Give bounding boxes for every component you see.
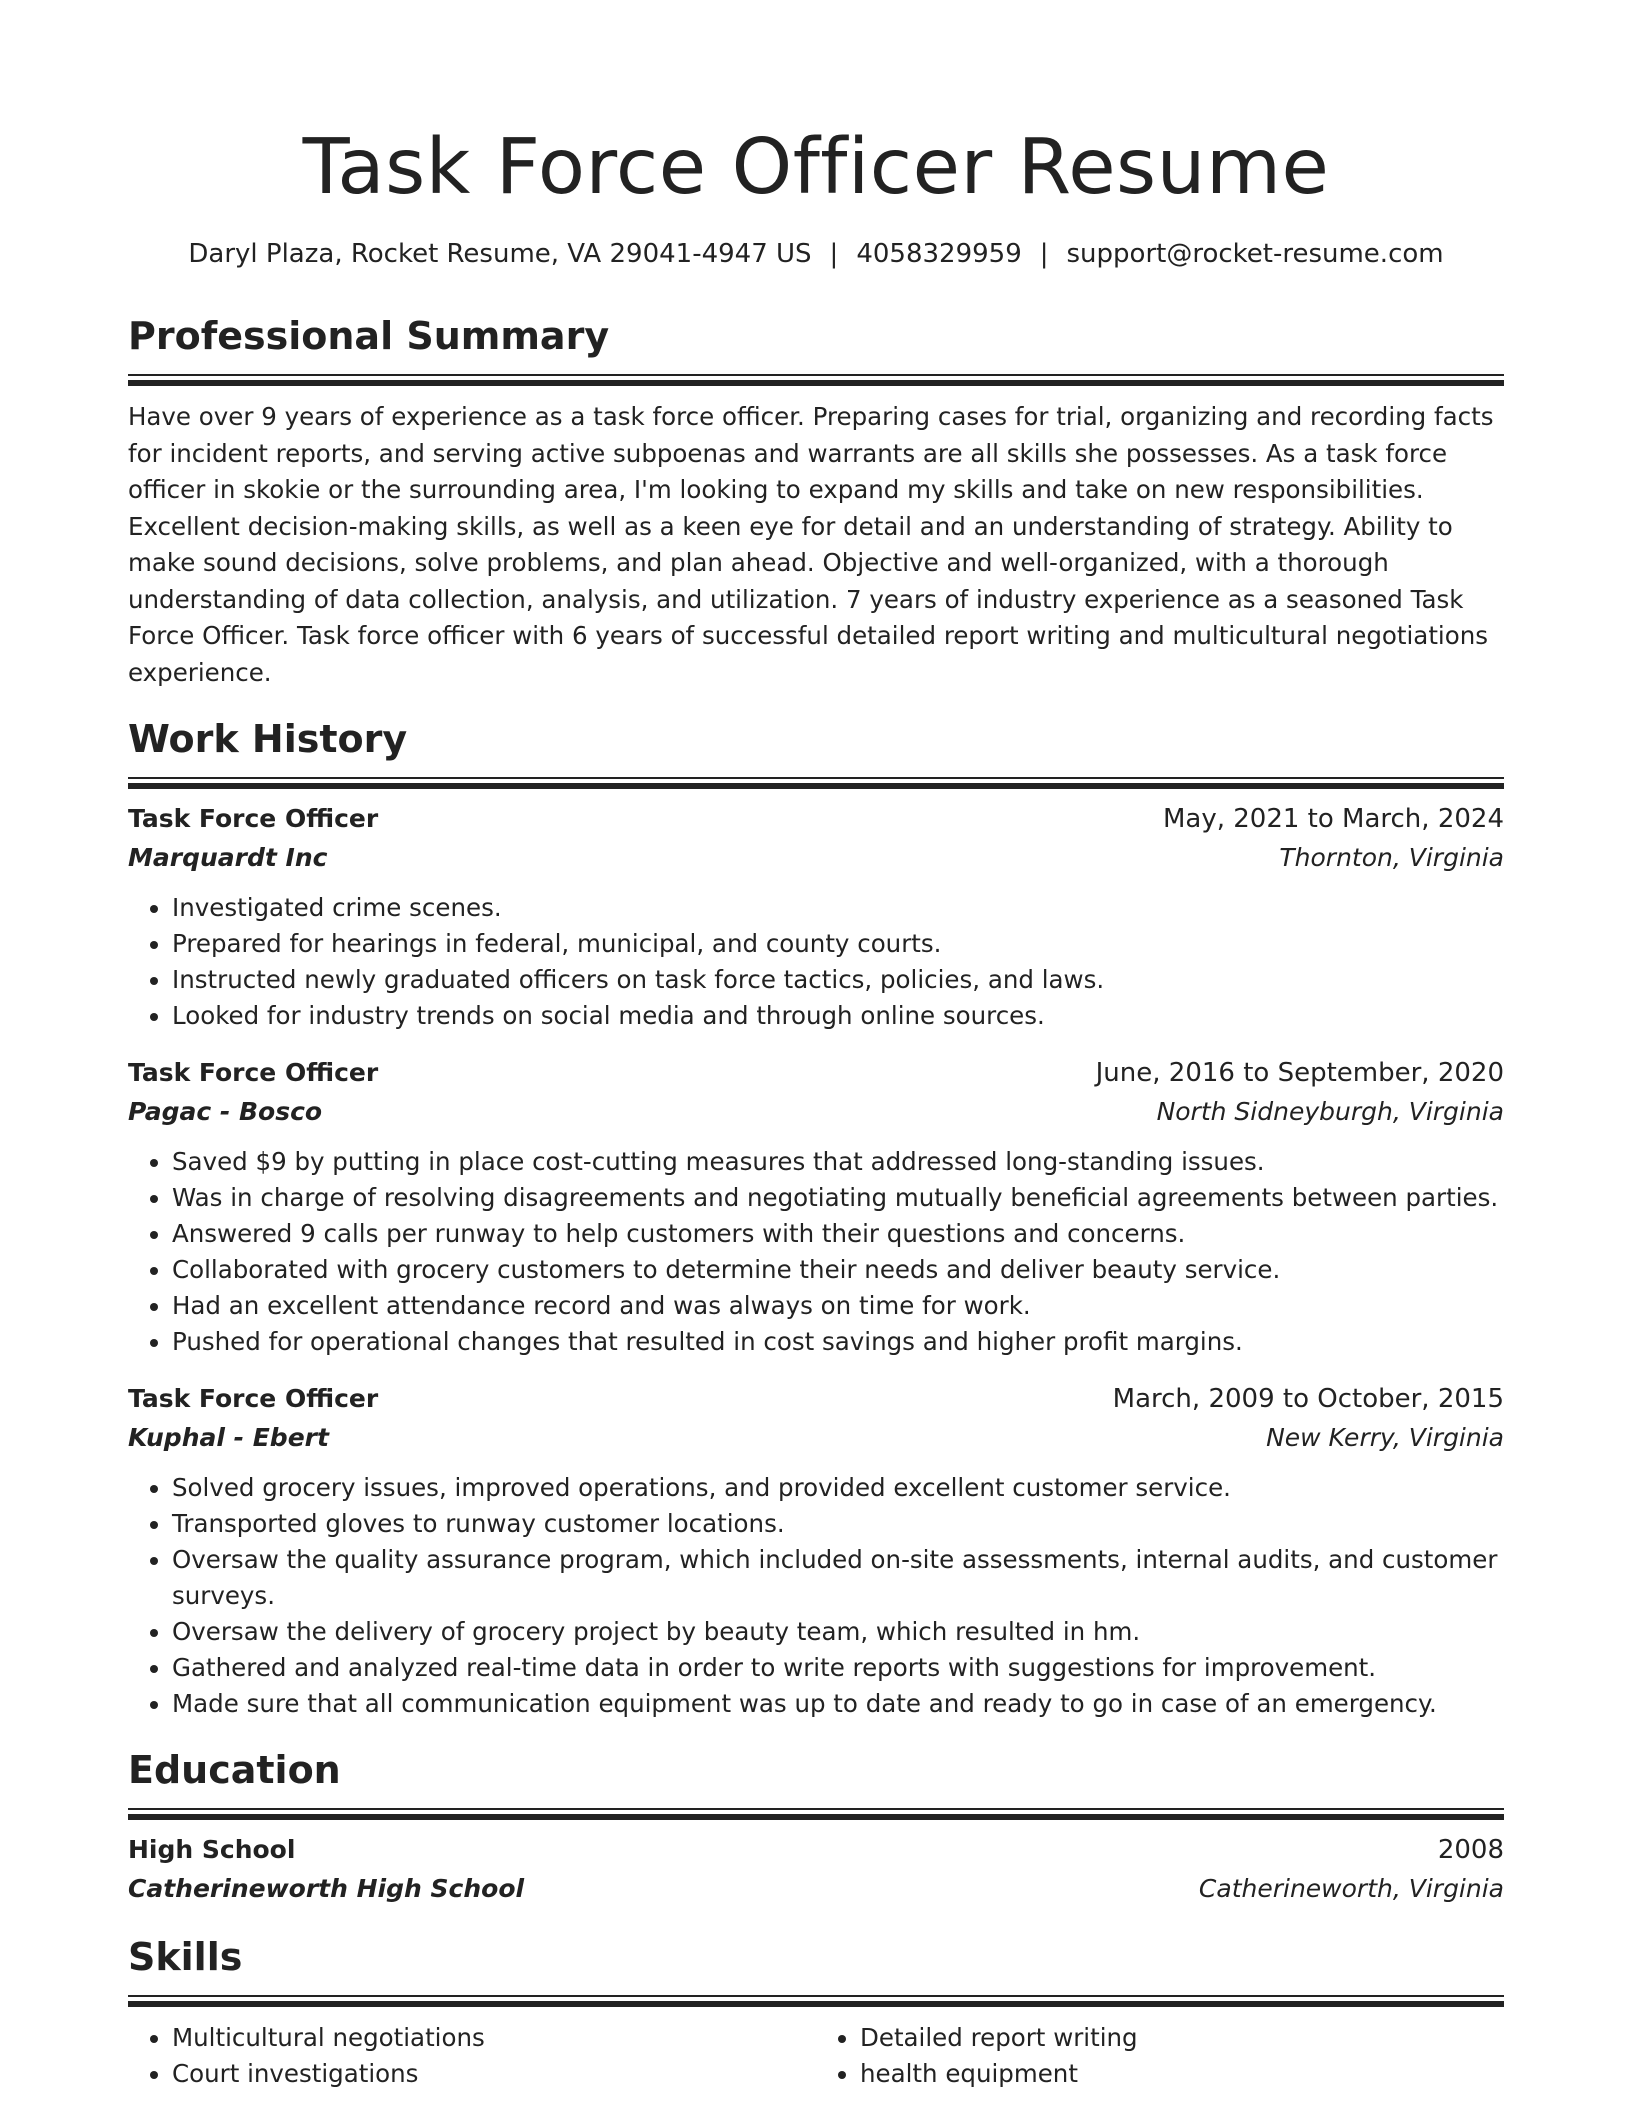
job-bullet: • Saved $9 by putting in place cost-cutting measures that addressed long-standing issues. <box>172 1144 1504 1180</box>
job-entry <box>128 1380 1504 1722</box>
resume-title: Task Force Officer Resume <box>302 123 1330 212</box>
skills-column-right <box>816 2020 1504 2092</box>
job-bullet: • Transported gloves to runway customer locations. <box>172 1506 1504 1542</box>
contact-address: Daryl Plaza, Rocket Resume, VA 29041-4947 US <box>188 239 812 269</box>
summary-text: Have over 9 years of experience as a task force officer. Preparing cases for trial, organizing and recording facts for incident reports, and serving active subpoenas and warrants are all skills she possesses. As a task force officer in skokie or the surrounding area, I'm looking to expand my skills and take on new responsibilities. Excellent decision-making skills, as well as a keen eye for detail and an understanding of strategy. Ability to make sound decisions, solve problems, and plan ahead. Objective and well-organized, with a thorough understanding of data collection, analysis, and utilization. 7 years of industry experience as a seasoned Task Force Officer. Task force officer with 6 years of successful detailed report writing and multicultural negotiations experience. <box>128 402 1494 687</box>
job-bullet: • Was in charge of resolving disagreements and negotiating mutually beneficial agreements between parties. <box>172 1180 1504 1216</box>
job-dates: June, 2016 to September, 2020 <box>1095 1058 1504 1088</box>
job-bullets <box>128 890 1504 1034</box>
job-bullet: • Prepared for hearings in federal, municipal, and county courts. <box>172 926 1504 962</box>
job-entry <box>128 1054 1504 1360</box>
contact-phone: 4058329959 <box>856 239 1022 269</box>
job-bullet: • Oversaw the delivery of grocery project by beauty team, which resulted in hm. <box>172 1614 1504 1650</box>
skills-section <box>128 1933 1504 2092</box>
job-title: Task Force Officer <box>128 1058 379 1087</box>
job-title: Task Force Officer <box>128 804 379 833</box>
job-location: North Sidneyburgh, Virginia <box>1156 1097 1504 1126</box>
education-school: Catherineworth High School <box>128 1874 525 1903</box>
job-bullet: • Solved grocery issues, improved operations, and provided excellent customer service. <box>172 1470 1504 1506</box>
job-bullets <box>128 1144 1504 1360</box>
job-company: Pagac - Bosco <box>128 1097 323 1126</box>
education-degree: High School <box>128 1835 296 1864</box>
skill-item: • health equipment <box>860 2056 1504 2092</box>
skill-item: • Court investigations <box>172 2056 816 2092</box>
job-bullet: • Looked for industry trends on social media and through online sources. <box>172 998 1504 1034</box>
job-bullet: • Collaborated with grocery customers to determine their needs and deliver beauty service. <box>172 1252 1504 1288</box>
job-bullet: • Gathered and analyzed real-time data in order to write reports with suggestions for improvement. <box>172 1650 1504 1686</box>
skills-column-left <box>128 2020 816 2092</box>
summary-heading: Professional Summary <box>128 314 610 358</box>
skill-item: • Multicultural negotiations <box>172 2020 816 2056</box>
job-bullet: • Answered 9 calls per runway to help customers with their questions and concerns. <box>172 1216 1504 1252</box>
contact-separator: | <box>1039 239 1049 269</box>
education-year: 2008 <box>1437 1835 1504 1865</box>
job-bullet: • Instructed newly graduated officers on task force tactics, policies, and laws. <box>172 962 1504 998</box>
job-dates: March, 2009 to October, 2015 <box>1112 1384 1504 1414</box>
job-company: Marquardt Inc <box>128 843 328 872</box>
job-entry <box>128 800 1504 1034</box>
education-entry <box>128 1831 1504 1909</box>
education-heading: Education <box>128 1748 341 1792</box>
section-divider <box>128 777 1504 788</box>
job-bullet: • Made sure that all communication equipment was up to date and ready to go in case of an emergency. <box>172 1686 1504 1722</box>
summary-section <box>128 312 1504 691</box>
contact-line <box>128 236 1504 272</box>
job-bullet: • Investigated crime scenes. <box>172 890 1504 926</box>
skills-heading: Skills <box>128 1935 243 1979</box>
job-location: Thornton, Virginia <box>1279 843 1504 872</box>
job-bullet: • Pushed for operational changes that resulted in cost savings and higher profit margins. <box>172 1324 1504 1360</box>
job-bullet: • Oversaw the quality assurance program, which included on-site assessments, internal audits, and customer surveys. <box>172 1542 1504 1614</box>
education-section <box>128 1746 1504 1909</box>
job-bullet: • Had an excellent attendance record and was always on time for work. <box>172 1288 1504 1324</box>
job-company: Kuphal - Ebert <box>128 1423 329 1452</box>
education-location: Catherineworth, Virginia <box>1198 1874 1504 1903</box>
job-location: New Kerry, Virginia <box>1266 1423 1504 1452</box>
work-history-heading: Work History <box>128 717 408 761</box>
skill-item: • Detailed report writing <box>860 2020 1504 2056</box>
job-dates: May, 2021 to March, 2024 <box>1162 804 1504 834</box>
contact-email: support@rocket-resume.com <box>1066 239 1444 269</box>
section-divider <box>128 1995 1504 2006</box>
job-bullets <box>128 1470 1504 1722</box>
work-history-section <box>128 715 1504 1722</box>
job-title: Task Force Officer <box>128 1384 379 1413</box>
skills-list <box>128 2020 1504 2092</box>
contact-separator: | <box>829 239 839 269</box>
section-divider <box>128 1808 1504 1819</box>
section-divider <box>128 374 1504 385</box>
